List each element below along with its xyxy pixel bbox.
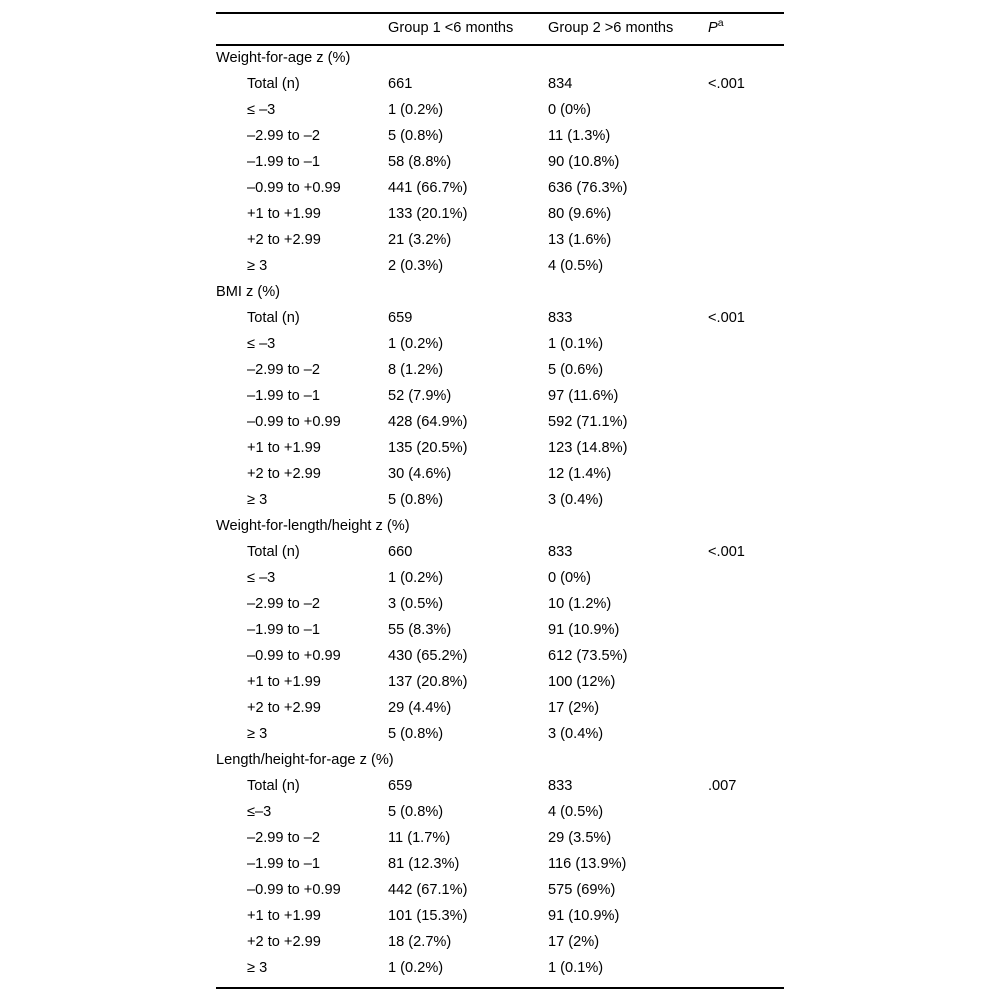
column-header-group1: Group 1 <6 months bbox=[388, 13, 548, 45]
table-row bbox=[216, 961, 784, 988]
cell-group1: 428 (64.9%) bbox=[388, 413, 468, 430]
cell-pvalue bbox=[708, 103, 784, 129]
row-label: ≤ –3 bbox=[247, 569, 276, 586]
row-label: ≥ 3 bbox=[247, 725, 268, 742]
table-row bbox=[216, 493, 784, 519]
cell-group2: 90 (10.8%) bbox=[548, 153, 620, 170]
table-header bbox=[216, 13, 784, 45]
table-row bbox=[216, 415, 784, 441]
cell-group2: 4 (0.5%) bbox=[548, 803, 604, 820]
cell-pvalue bbox=[708, 207, 784, 233]
cell-group2: 13 (1.6%) bbox=[548, 231, 612, 248]
cell-group1: 135 (20.5%) bbox=[388, 439, 468, 456]
cell-pvalue bbox=[708, 493, 784, 519]
cell-group2: 17 (2%) bbox=[548, 699, 600, 716]
table-container bbox=[216, 12, 784, 989]
cell-group2: 12 (1.4%) bbox=[548, 465, 612, 482]
table-section-row bbox=[216, 285, 784, 311]
table-row bbox=[216, 883, 784, 909]
table-row bbox=[216, 129, 784, 155]
cell-group2: 91 (10.9%) bbox=[548, 621, 620, 638]
table-row bbox=[216, 207, 784, 233]
p-footnote-marker: a bbox=[717, 17, 724, 30]
table-header-row bbox=[216, 13, 784, 45]
cell-pvalue bbox=[708, 415, 784, 441]
row-label: –1.99 to –1 bbox=[247, 387, 321, 404]
table-row bbox=[216, 623, 784, 649]
row-label: +1 to +1.99 bbox=[247, 673, 321, 690]
cell-pvalue: <.001 bbox=[708, 75, 745, 92]
cell-group2: 10 (1.2%) bbox=[548, 595, 612, 612]
cell-group1: 5 (0.8%) bbox=[388, 127, 444, 144]
cell-group1: 1 (0.2%) bbox=[388, 569, 444, 586]
cell-group1: 55 (8.3%) bbox=[388, 621, 452, 638]
cell-group2: 123 (14.8%) bbox=[548, 439, 628, 456]
column-header-group2: Group 2 >6 months bbox=[548, 13, 708, 45]
cell-group2: 0 (0%) bbox=[548, 101, 591, 118]
row-label: +2 to +2.99 bbox=[247, 933, 321, 950]
cell-group1: 1 (0.2%) bbox=[388, 961, 548, 988]
cell-group2: 592 (71.1%) bbox=[548, 413, 628, 430]
table-row bbox=[216, 233, 784, 259]
table-row bbox=[216, 935, 784, 961]
cell-pvalue bbox=[708, 155, 784, 181]
cell-pvalue: <.001 bbox=[708, 543, 745, 560]
cell-group2: 80 (9.6%) bbox=[548, 205, 612, 222]
row-label: –0.99 to +0.99 bbox=[247, 179, 341, 196]
cell-group2: 636 (76.3%) bbox=[548, 179, 628, 196]
table-section-row bbox=[216, 519, 784, 545]
cell-pvalue bbox=[708, 467, 784, 493]
row-label: –0.99 to +0.99 bbox=[247, 647, 341, 664]
cell-pvalue bbox=[708, 623, 784, 649]
row-label: Total (n) bbox=[247, 543, 300, 560]
table-row bbox=[216, 441, 784, 467]
row-label: –1.99 to –1 bbox=[247, 855, 321, 872]
cell-group1: 5 (0.8%) bbox=[388, 725, 444, 742]
cell-group1: 5 (0.8%) bbox=[388, 803, 444, 820]
row-label: –0.99 to +0.99 bbox=[247, 881, 341, 898]
row-label: –2.99 to –2 bbox=[247, 361, 321, 378]
row-label: ≥ 3 bbox=[247, 491, 268, 508]
table-row bbox=[216, 545, 784, 571]
cell-group1: 442 (67.1%) bbox=[388, 881, 468, 898]
row-label: –2.99 to –2 bbox=[247, 127, 321, 144]
cell-pvalue bbox=[708, 129, 784, 155]
table-row bbox=[216, 571, 784, 597]
cell-group2: 3 (0.4%) bbox=[548, 491, 604, 508]
table-row bbox=[216, 311, 784, 337]
cell-group1: 1 (0.2%) bbox=[388, 335, 444, 352]
table-row bbox=[216, 155, 784, 181]
cell-group2: 5 (0.6%) bbox=[548, 361, 604, 378]
cell-group1: 660 bbox=[388, 543, 413, 560]
cell-pvalue bbox=[708, 909, 784, 935]
cell-group1: 137 (20.8%) bbox=[388, 673, 468, 690]
cell-pvalue bbox=[708, 363, 784, 389]
table-row bbox=[216, 779, 784, 805]
cell-group2: 0 (0%) bbox=[548, 569, 591, 586]
cell-group2: 97 (11.6%) bbox=[548, 387, 619, 404]
cell-group2: 833 bbox=[548, 309, 573, 326]
row-label: +1 to +1.99 bbox=[247, 439, 321, 456]
cell-group1: 441 (66.7%) bbox=[388, 179, 468, 196]
row-label: ≤–3 bbox=[247, 803, 272, 820]
table-row bbox=[216, 701, 784, 727]
section-title: Weight-for-age z (%) bbox=[216, 49, 351, 66]
cell-pvalue: <.001 bbox=[708, 309, 745, 326]
cell-pvalue bbox=[708, 233, 784, 259]
cell-group1: 8 (1.2%) bbox=[388, 361, 444, 378]
cell-group1: 659 bbox=[388, 309, 413, 326]
cell-pvalue bbox=[708, 571, 784, 597]
cell-group2: 833 bbox=[548, 543, 573, 560]
row-label: Total (n) bbox=[247, 777, 300, 794]
section-title: Weight-for-length/height z (%) bbox=[216, 517, 410, 534]
cell-pvalue bbox=[708, 727, 784, 753]
row-label: +2 to +2.99 bbox=[247, 699, 321, 716]
table-row bbox=[216, 805, 784, 831]
cell-group1: 3 (0.5%) bbox=[388, 595, 444, 612]
row-label: +1 to +1.99 bbox=[247, 907, 321, 924]
cell-pvalue bbox=[708, 857, 784, 883]
row-label: +1 to +1.99 bbox=[247, 205, 321, 222]
table-row bbox=[216, 909, 784, 935]
cell-pvalue bbox=[708, 675, 784, 701]
cell-pvalue bbox=[708, 961, 784, 988]
cell-group1: 2 (0.3%) bbox=[388, 257, 444, 274]
cell-pvalue bbox=[708, 831, 784, 857]
table-body bbox=[216, 45, 784, 988]
cell-group1: 5 (0.8%) bbox=[388, 491, 444, 508]
cell-group2: 116 (13.9%) bbox=[548, 855, 627, 872]
cell-pvalue bbox=[708, 597, 784, 623]
table-row bbox=[216, 727, 784, 753]
cell-group2: 1 (0.1%) bbox=[548, 961, 708, 988]
cell-group2: 100 (12%) bbox=[548, 673, 616, 690]
cell-group2: 3 (0.4%) bbox=[548, 725, 604, 742]
cell-group1: 52 (7.9%) bbox=[388, 387, 452, 404]
cell-group1: 18 (2.7%) bbox=[388, 933, 452, 950]
cell-group1: 58 (8.8%) bbox=[388, 153, 452, 170]
cell-pvalue bbox=[708, 883, 784, 909]
table-section-row bbox=[216, 45, 784, 77]
row-label: +2 to +2.99 bbox=[247, 231, 321, 248]
table-row bbox=[216, 259, 784, 285]
row-label: ≤ –3 bbox=[247, 101, 276, 118]
cell-group1: 659 bbox=[388, 777, 413, 794]
cell-group1: 11 (1.7%) bbox=[388, 829, 451, 846]
cell-group1: 1 (0.2%) bbox=[388, 101, 444, 118]
anthropometric-z-score-table bbox=[216, 12, 784, 989]
table-row bbox=[216, 389, 784, 415]
cell-group1: 661 bbox=[388, 75, 413, 92]
row-label: Total (n) bbox=[247, 75, 300, 92]
cell-group1: 133 (20.1%) bbox=[388, 205, 468, 222]
cell-group2: 612 (73.5%) bbox=[548, 647, 628, 664]
cell-group1: 29 (4.4%) bbox=[388, 699, 452, 716]
cell-group2: 4 (0.5%) bbox=[548, 257, 604, 274]
column-header-pvalue bbox=[708, 13, 784, 45]
section-title: BMI z (%) bbox=[216, 283, 281, 300]
table-row bbox=[216, 103, 784, 129]
row-label: –1.99 to –1 bbox=[247, 621, 321, 638]
row-label: ≥ 3 bbox=[216, 961, 388, 988]
cell-group2: 1 (0.1%) bbox=[548, 335, 604, 352]
cell-pvalue bbox=[708, 441, 784, 467]
cell-pvalue bbox=[708, 701, 784, 727]
cell-group2: 833 bbox=[548, 777, 573, 794]
row-label: –2.99 to –2 bbox=[247, 595, 321, 612]
cell-group2: 834 bbox=[548, 75, 573, 92]
table-row bbox=[216, 597, 784, 623]
table-row bbox=[216, 363, 784, 389]
cell-pvalue: .007 bbox=[708, 777, 737, 794]
cell-pvalue bbox=[708, 337, 784, 363]
cell-pvalue bbox=[708, 259, 784, 285]
cell-pvalue bbox=[708, 935, 784, 961]
cell-group1: 30 (4.6%) bbox=[388, 465, 452, 482]
table-row bbox=[216, 857, 784, 883]
table-row bbox=[216, 181, 784, 207]
column-header-label bbox=[216, 13, 388, 45]
row-label: ≤ –3 bbox=[247, 335, 276, 352]
row-label: +2 to +2.99 bbox=[247, 465, 321, 482]
table-row bbox=[216, 337, 784, 363]
cell-pvalue bbox=[708, 389, 784, 415]
p-symbol: P bbox=[708, 20, 718, 36]
cell-group1: 430 (65.2%) bbox=[388, 647, 468, 664]
cell-group2: 17 (2%) bbox=[548, 933, 600, 950]
cell-group1: 101 (15.3%) bbox=[388, 907, 468, 924]
table-row bbox=[216, 77, 784, 103]
table-row bbox=[216, 467, 784, 493]
cell-pvalue bbox=[708, 649, 784, 675]
cell-group1: 21 (3.2%) bbox=[388, 231, 452, 248]
table-row bbox=[216, 831, 784, 857]
cell-group1: 81 (12.3%) bbox=[388, 855, 460, 872]
row-label: –2.99 to –2 bbox=[247, 829, 321, 846]
row-label: Total (n) bbox=[247, 309, 300, 326]
table-row bbox=[216, 649, 784, 675]
section-title: Length/height-for-age z (%) bbox=[216, 751, 394, 768]
cell-group2: 11 (1.3%) bbox=[548, 127, 611, 144]
cell-group2: 575 (69%) bbox=[548, 881, 616, 898]
table-section-row bbox=[216, 753, 784, 779]
cell-pvalue bbox=[708, 181, 784, 207]
row-label: –0.99 to +0.99 bbox=[247, 413, 341, 430]
table-row bbox=[216, 675, 784, 701]
cell-group2: 29 (3.5%) bbox=[548, 829, 612, 846]
row-label: ≥ 3 bbox=[247, 257, 268, 274]
cell-group2: 91 (10.9%) bbox=[548, 907, 620, 924]
cell-pvalue bbox=[708, 805, 784, 831]
row-label: –1.99 to –1 bbox=[247, 153, 321, 170]
